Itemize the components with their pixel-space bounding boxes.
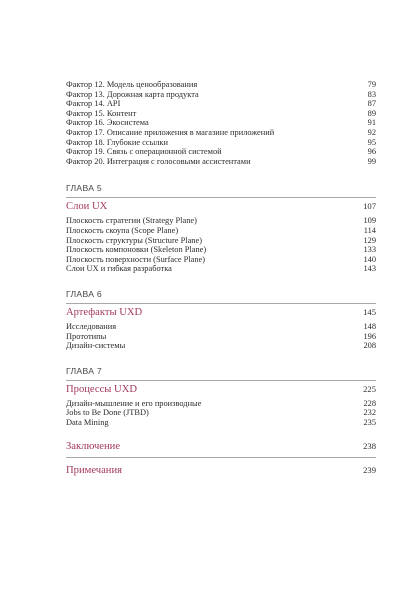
- toc-entry-page: 89: [367, 108, 376, 118]
- toc-entry-title: Плоскость структуры (Structure Plane): [66, 235, 202, 245]
- toc-entry-page: 79: [367, 80, 376, 89]
- toc-entry-page: 87: [367, 99, 376, 109]
- toc-entry: [66, 322, 376, 332]
- toc-entry: [66, 109, 376, 119]
- toc-entry: [66, 80, 376, 90]
- toc-entry-title: Плоскость поверхности (Surface Plane): [66, 254, 206, 264]
- toc-entry-page: 196: [363, 331, 376, 341]
- chapter-label: ГЛАВА 5: [66, 183, 102, 194]
- toc-entry-title: Слои UX и гибкая разработка: [66, 264, 172, 274]
- toc-entry-page: 232: [363, 408, 376, 418]
- chapter-page: 145: [363, 306, 376, 317]
- toc-entry: [66, 90, 376, 100]
- toc-entry-title: Фактор 13. Дорожная карта продукта: [66, 89, 199, 99]
- toc-entry-title: Плоскость скоупа (Scope Plane): [66, 225, 179, 235]
- toc-entry: [66, 332, 376, 342]
- final-entry-title: Заключение: [66, 441, 121, 453]
- toc-entry-title: Плоскость стратегии (Strategy Plane): [66, 216, 197, 226]
- final-entry-page: 239: [363, 465, 376, 476]
- toc-entry-title: Исследования: [66, 321, 117, 331]
- chapter-title: Процессы UXD: [66, 383, 138, 395]
- toc-entry-title: Фактор 16. Экосистема: [66, 118, 149, 128]
- toc-entry-title: Data Mining: [66, 417, 109, 427]
- toc-entry-page: 114: [363, 225, 376, 235]
- toc-entry-page: 140: [363, 254, 376, 264]
- chapter-title: Слои UX: [66, 201, 108, 213]
- toc-entry: [66, 147, 376, 157]
- toc-entry-title: Фактор 14. API: [66, 99, 121, 109]
- toc-entry-title: Дизайн-системы: [66, 341, 126, 351]
- toc-entry: [66, 399, 376, 409]
- toc-entry-page: 133: [363, 245, 376, 255]
- toc-entry-title: Jobs to Be Done (JTBD): [66, 408, 149, 418]
- final-entry-page: 238: [363, 441, 376, 452]
- toc-entry-page: 99: [367, 156, 376, 166]
- toc-entry: [66, 236, 376, 246]
- toc-entry-title: Фактор 12. Модель ценообразования: [66, 80, 198, 89]
- toc-entry-page: 109: [363, 216, 376, 226]
- chapter-block: [66, 179, 376, 274]
- toc-entry-page: 96: [367, 147, 376, 157]
- toc-entry-page: 235: [363, 417, 376, 427]
- toc-entry-title: Прототипы: [66, 331, 107, 341]
- toc-entry: [66, 157, 376, 167]
- toc-entry-page: 208: [363, 341, 376, 351]
- toc-entry: [66, 408, 376, 418]
- toc-entry-page: 92: [367, 127, 376, 137]
- chapter-label: ГЛАВА 7: [66, 365, 102, 376]
- chapter-divider: [66, 197, 376, 198]
- chapter-title: Артефакты UXD: [66, 306, 143, 318]
- toc-entry-title: Фактор 15. Контент: [66, 108, 137, 118]
- toc-entry-page: 129: [363, 235, 376, 245]
- chapter-block: [66, 362, 376, 428]
- toc-entry-page: 95: [367, 137, 376, 147]
- toc-entry-page: 228: [363, 398, 376, 408]
- chapter-title-row: [66, 200, 376, 213]
- toc-entry-title: Фактор 17. Описание приложения в магазине приложений: [66, 127, 275, 137]
- final-entry: [66, 440, 376, 453]
- toc-entry-page: 91: [367, 118, 376, 128]
- final-entries: [66, 440, 376, 477]
- toc-entry: [66, 216, 376, 226]
- chapter-page: 225: [363, 383, 376, 394]
- final-divider: [66, 457, 376, 458]
- toc-entry-title: Фактор 20. Интеграция с голосовыми ассистентами: [66, 156, 251, 166]
- toc-entry-page: 143: [363, 264, 376, 274]
- final-entry-title: Примечания: [66, 465, 122, 477]
- toc-entry-page: 83: [367, 89, 376, 99]
- chapter-block: [66, 285, 376, 351]
- toc-entry-title: Плоскость компоновки (Skeleton Plane): [66, 245, 207, 255]
- toc-entry: [66, 255, 376, 265]
- chapter-label: ГЛАВА 6: [66, 288, 102, 299]
- final-entry: [66, 464, 376, 477]
- toc-entry-title: Дизайн-мышление и его производные: [66, 398, 202, 408]
- chapter-title-row: [66, 306, 376, 319]
- chapter-page: 107: [363, 201, 376, 212]
- toc-entry: [66, 418, 376, 428]
- chapter-divider: [66, 303, 376, 304]
- chapter-divider: [66, 380, 376, 381]
- toc-entry: [66, 341, 376, 351]
- toc-entry: [66, 128, 376, 138]
- toc-entry: [66, 264, 376, 274]
- table-of-contents: [66, 80, 376, 477]
- top-entries: [66, 80, 376, 166]
- toc-entry: [66, 226, 376, 236]
- chapter-title-row: [66, 383, 376, 396]
- toc-entry-title: Фактор 19. Связь с операционной системой: [66, 147, 222, 157]
- toc-entry: [66, 138, 376, 148]
- toc-entry: [66, 118, 376, 128]
- toc-entry: [66, 245, 376, 255]
- toc-entry: [66, 99, 376, 109]
- toc-entry-page: 148: [363, 321, 376, 331]
- toc-entry-title: Фактор 18. Глубокие ссылки: [66, 137, 168, 147]
